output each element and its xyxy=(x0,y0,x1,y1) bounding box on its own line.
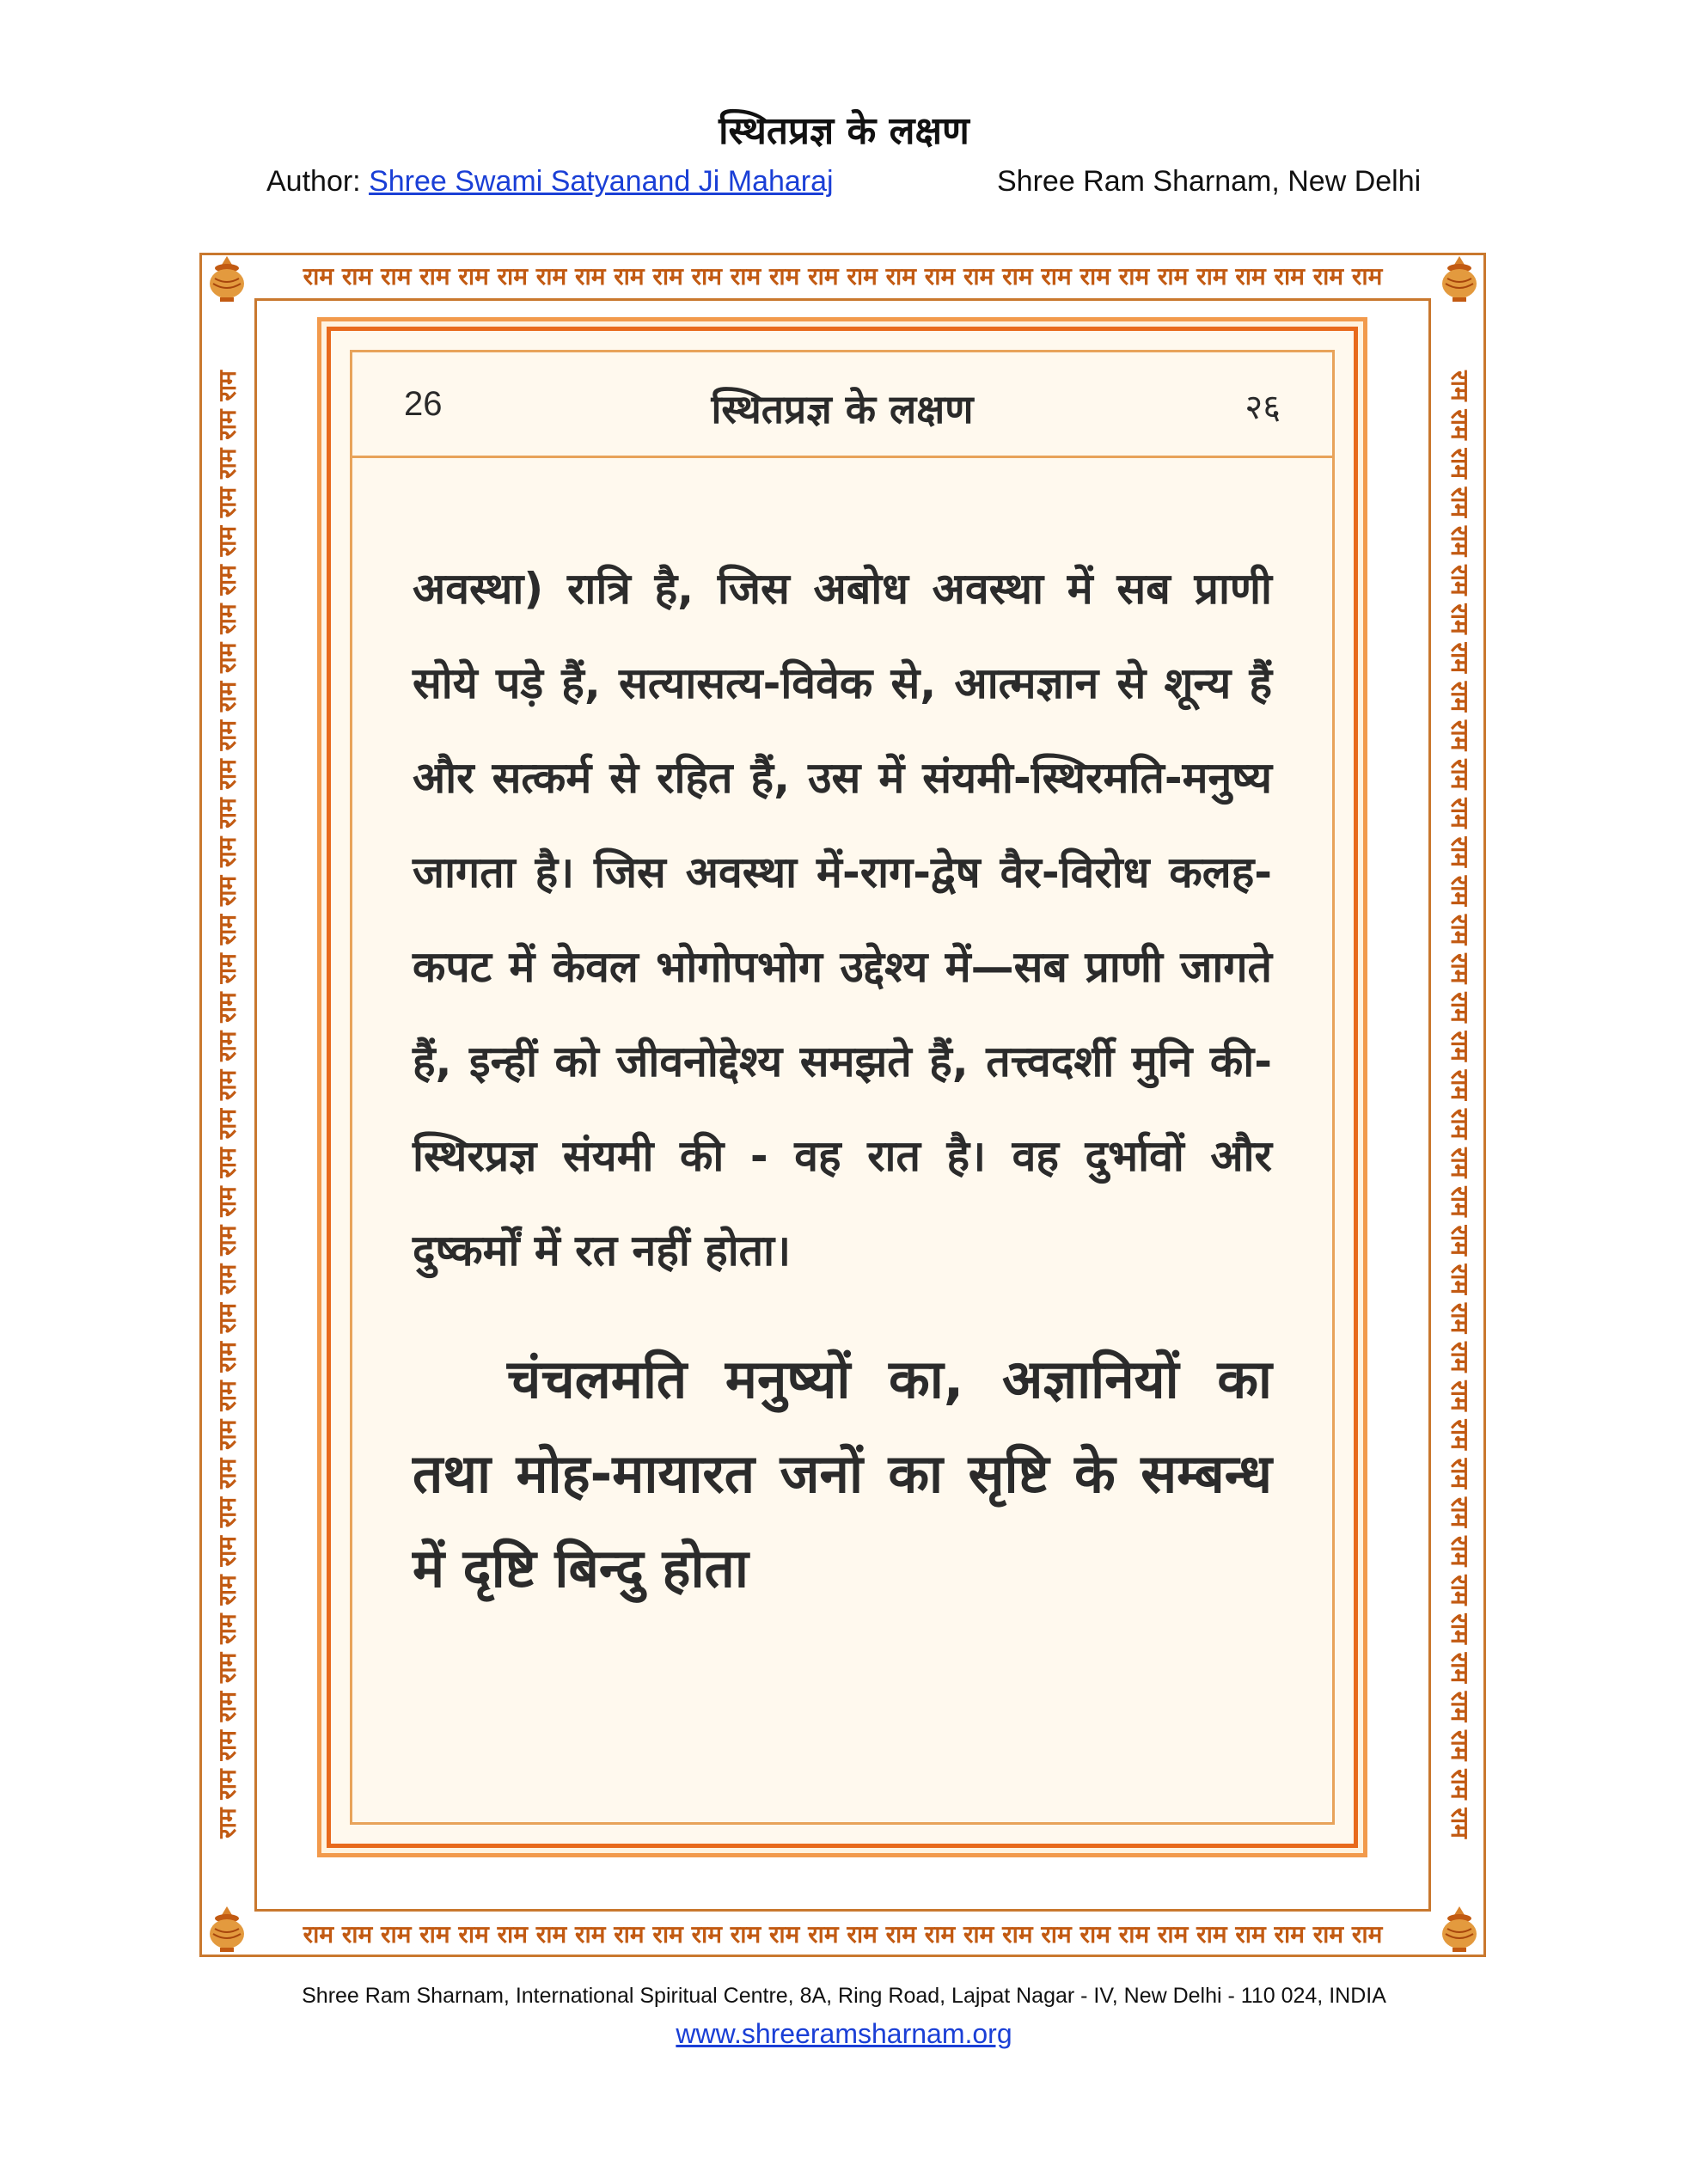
kalash-icon xyxy=(203,1903,251,1955)
author-link[interactable]: Shree Swami Satyanand Ji Maharaj xyxy=(369,165,834,198)
book-page-header xyxy=(352,352,1332,458)
kalash-icon xyxy=(1435,253,1483,304)
page-number-devanagari: २६ xyxy=(1245,388,1281,427)
page-number-arabic: 26 xyxy=(404,385,443,423)
ram-border-bottom: राम राम राम राम राम राम राम राम राम राम राम राम राम राम राम राम राम राम राम राम राम राम राम राम राम राम राम राम xyxy=(303,1920,1383,1948)
author-line xyxy=(266,165,834,199)
website-link[interactable]: www.shreeramsharnam.org xyxy=(676,2018,1012,2049)
author-label: Author: xyxy=(266,165,370,198)
ram-border-left: राम राम राम राम राम राम राम राम राम राम राम राम राम राम राम राम राम राम राम राम राम राम राम राम राम राम राम राम राम राम राम राम राम राम राम राम राम राम xyxy=(213,370,242,1838)
footer-website xyxy=(0,2018,1688,2050)
book-page-inner-frame xyxy=(350,350,1335,1825)
page-running-title: स्थितप्रज्ञ के लक्षण xyxy=(711,386,974,432)
ram-border-top: राम राम राम राम राम राम राम राम राम राम राम राम राम राम राम राम राम राम राम राम राम राम राम राम राम राम राम राम xyxy=(303,262,1383,291)
footer-address: Shree Ram Sharnam, International Spiritual Centre, 8A, Ring Road, Lajpat Nagar - IV, New Delhi - 110 024, INDIA xyxy=(302,1984,1386,2008)
paragraph: चंचलमति मनुष्यों का, अज्ञानियों का तथा मोह-मायारत जनों का सृष्टि के सम्बन्ध में दृष्टि बिन्दु होता xyxy=(413,1348,1272,1600)
kalash-icon xyxy=(203,253,251,304)
document-title: स्थितप्रज्ञ के लक्षण xyxy=(719,109,969,153)
organization-label: Shree Ram Sharnam, New Delhi xyxy=(997,165,1422,198)
kalash-icon xyxy=(1435,1903,1483,1955)
paragraph: अवस्था) रात्रि है, जिस अबोध अवस्था में सब प्राणी सोये पड़े हैं, सत्यासत्य-विवेक से, आत्मज्ञान से शून्य हैं और सत्कर्म से रहित हैं, उस में संयमी-स्थिरमति-मनुष्य जागता है। जिस अवस्था में-राग-द्वेष वैर-विरोध कलह-कपट में केवल भोगोपभोग उद्देश्य में—सब प्राणी जागते हैं, इन्हीं को जीवनोद्देश्य समझते हैं, तत्त्वदर्शी मुनि की-स्थिरप्रज्ञ संयमी की - वह रात है। वह दुर्भावों और दुष्कर्मों में रत नहीं होता। xyxy=(413,564,1272,1276)
book-page-body xyxy=(413,541,1272,1616)
scanned-book-page xyxy=(327,327,1358,1848)
ram-border-right: राम राम राम राम राम राम राम राम राम राम राम राम राम राम राम राम राम राम राम राम राम राम राम राम राम राम राम राम राम राम राम राम राम राम राम राम राम राम xyxy=(1446,370,1474,1838)
